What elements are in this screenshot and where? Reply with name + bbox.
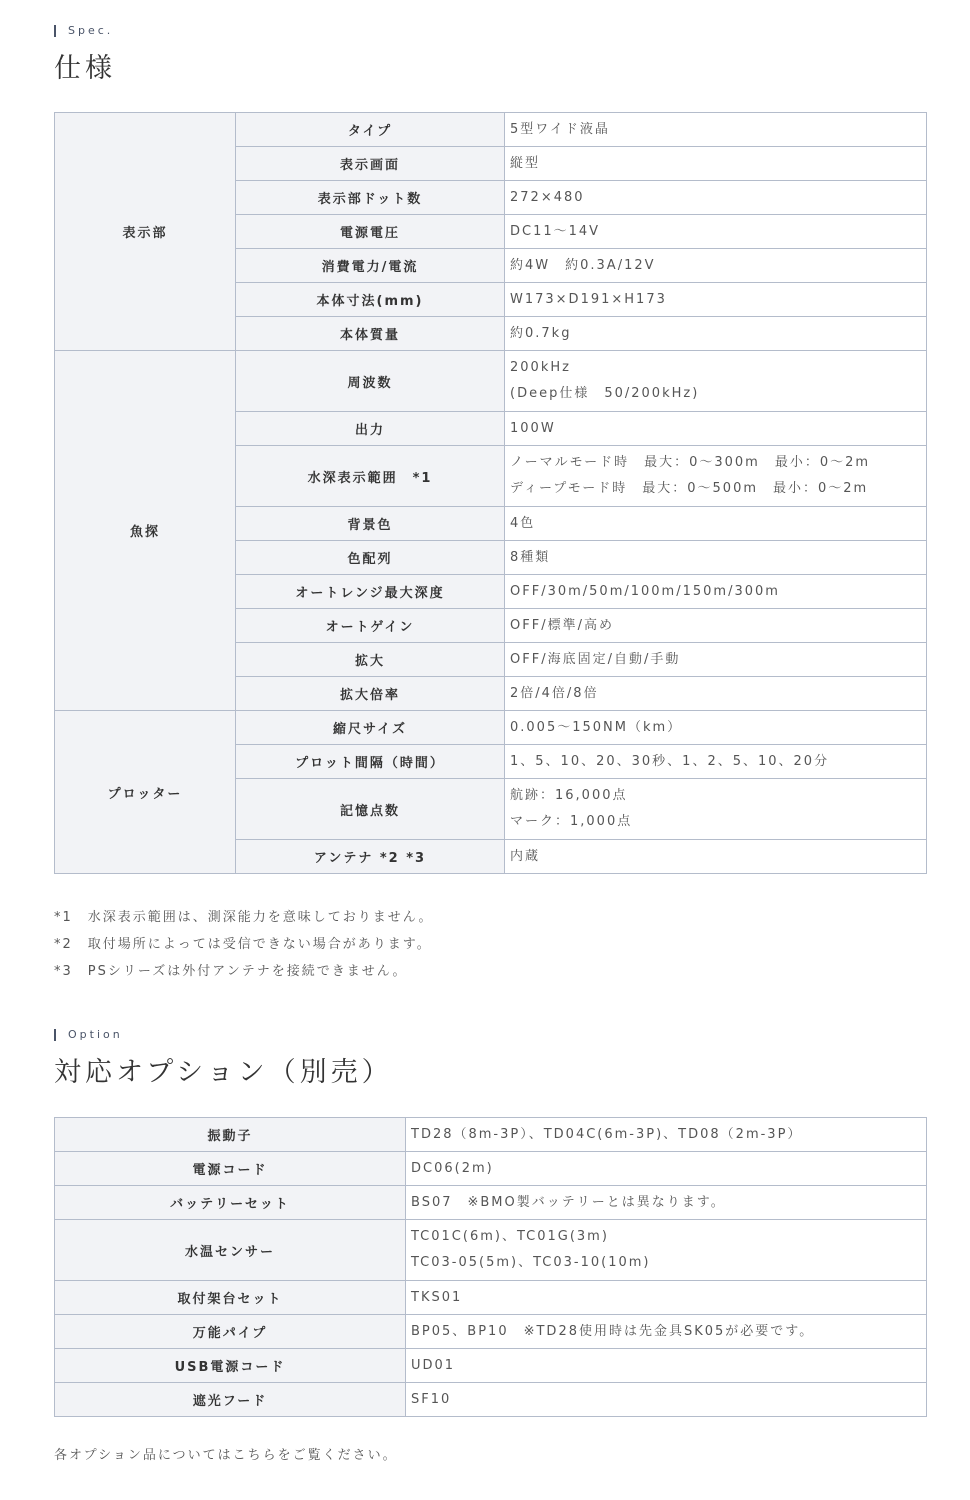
spec-value bbox=[406, 1220, 927, 1281]
spec-value bbox=[505, 779, 927, 840]
table-row bbox=[55, 1315, 927, 1349]
value-line: マーク：1,000点 bbox=[510, 814, 633, 829]
spec-value bbox=[505, 745, 927, 779]
table-row bbox=[55, 711, 927, 745]
value-line: TC03-05(5m)、TC03-10(10m) bbox=[411, 1255, 651, 1270]
spec-label: 記憶点数 bbox=[236, 779, 505, 840]
table-row bbox=[55, 1220, 927, 1281]
spec-label: オートレンジ最大深度 bbox=[236, 575, 505, 609]
value-line: 2倍/4倍/8倍 bbox=[510, 685, 599, 701]
value-line: DC11～14V bbox=[510, 223, 601, 239]
value-line: (Deep仕様 50/200kHz) bbox=[510, 386, 700, 401]
spec-label: 表示部ドット数 bbox=[236, 181, 505, 215]
value-line: 200kHz bbox=[510, 360, 571, 375]
spec-value bbox=[505, 249, 927, 283]
value-line: TC01C(6m)、TC01G(3m) bbox=[411, 1229, 609, 1244]
value-line: OFF/標準/高め bbox=[510, 617, 614, 633]
value-line: 5型ワイド液晶 bbox=[510, 121, 610, 137]
spec-value bbox=[505, 711, 927, 745]
spec-table bbox=[54, 112, 927, 874]
spec-label: 背景色 bbox=[236, 507, 505, 541]
spec-value bbox=[406, 1349, 927, 1383]
value-line: 1、5、10、20、30秒、1、2、5、10、20分 bbox=[510, 753, 830, 769]
note: *2 取付場所によっては受信できない場合があります。 bbox=[54, 937, 432, 952]
value-line: 内蔵 bbox=[510, 848, 541, 864]
option-label: 遮光フード bbox=[55, 1383, 406, 1417]
spec-label: 消費電力/電流 bbox=[236, 249, 505, 283]
option-label: 取付架台セット bbox=[55, 1281, 406, 1315]
spec-eyebrow: Spec. bbox=[54, 25, 113, 37]
value-line: BP05、BP10 ※TD28使用時は先金具SK05が必要です。 bbox=[411, 1323, 815, 1339]
spec-value bbox=[505, 643, 927, 677]
spec-value bbox=[505, 840, 927, 874]
value-line: TD28（8m-3P）、TD04C(6m-3P)、TD08（2m-3P） bbox=[411, 1126, 803, 1142]
option-label: 水温センサー bbox=[55, 1220, 406, 1281]
spec-value bbox=[505, 609, 927, 643]
spec-value bbox=[406, 1383, 927, 1417]
note: *1 水深表示範囲は、測深能力を意味しておりません。 bbox=[54, 910, 434, 925]
spec-label: 拡大倍率 bbox=[236, 677, 505, 711]
spec-value bbox=[505, 575, 927, 609]
spec-value bbox=[505, 446, 927, 507]
option-label: 振動子 bbox=[55, 1118, 406, 1152]
value-line: 縦型 bbox=[510, 155, 541, 171]
value-line: OFF/海底固定/自動/手動 bbox=[510, 651, 681, 667]
spec-group-label: 魚探 bbox=[55, 351, 236, 711]
spec-value bbox=[505, 412, 927, 446]
spec-label: 電源電圧 bbox=[236, 215, 505, 249]
value-line: DC06(2m) bbox=[411, 1160, 494, 1176]
spec-title: 仕様 bbox=[54, 53, 116, 84]
spec-label: 表示画面 bbox=[236, 147, 505, 181]
spec-group-label: 表示部 bbox=[55, 113, 236, 351]
table-row bbox=[55, 1349, 927, 1383]
table-row bbox=[55, 1118, 927, 1152]
spec-label: オートゲイン bbox=[236, 609, 505, 643]
value-line: W173×D191×H173 bbox=[510, 291, 667, 307]
spec-label: 水深表示範囲 *1 bbox=[236, 446, 505, 507]
table-row bbox=[55, 1281, 927, 1315]
spec-label: 本体寸法(mm) bbox=[236, 283, 505, 317]
option-title: 対応オプション（別売） bbox=[54, 1057, 393, 1088]
spec-label: 周波数 bbox=[236, 351, 505, 412]
spec-value bbox=[406, 1281, 927, 1315]
spec-value bbox=[505, 351, 927, 412]
value-line: 約4W 約0.3A/12V bbox=[510, 257, 656, 273]
value-line: 100W bbox=[510, 420, 556, 436]
spec-value bbox=[505, 113, 927, 147]
table-row bbox=[55, 113, 927, 147]
value-line: 航跡：16,000点 bbox=[510, 788, 628, 803]
spec-notes bbox=[54, 904, 434, 985]
value-line: TKS01 bbox=[411, 1289, 463, 1305]
spec-value bbox=[505, 283, 927, 317]
option-table bbox=[54, 1117, 927, 1417]
spec-group-label: プロッター bbox=[55, 711, 236, 874]
value-line: OFF/30m/50m/100m/150m/300m bbox=[510, 583, 780, 599]
table-row bbox=[55, 1383, 927, 1417]
spec-label: 色配列 bbox=[236, 541, 505, 575]
table-row bbox=[55, 1152, 927, 1186]
value-line: UD01 bbox=[411, 1357, 456, 1373]
spec-label: 本体質量 bbox=[236, 317, 505, 351]
value-line: 4色 bbox=[510, 515, 536, 531]
option-eyebrow: Option bbox=[54, 1029, 123, 1041]
option-footer-link[interactable]: 各オプション品についてはこちらをご覧ください。 bbox=[54, 1448, 398, 1463]
spec-label: タイプ bbox=[236, 113, 505, 147]
option-label: 万能パイプ bbox=[55, 1315, 406, 1349]
spec-label: 縮尺サイズ bbox=[236, 711, 505, 745]
value-line: BS07 ※BMO製バッテリーとは異なります。 bbox=[411, 1194, 726, 1210]
spec-value bbox=[505, 317, 927, 351]
spec-value bbox=[406, 1118, 927, 1152]
spec-value bbox=[505, 181, 927, 215]
table-row bbox=[55, 1186, 927, 1220]
spec-value bbox=[505, 215, 927, 249]
option-label: 電源コード bbox=[55, 1152, 406, 1186]
spec-label: 出力 bbox=[236, 412, 505, 446]
value-line: 8種類 bbox=[510, 549, 551, 565]
value-line: 272×480 bbox=[510, 189, 585, 205]
spec-value bbox=[406, 1152, 927, 1186]
spec-value bbox=[505, 677, 927, 711]
value-line: ディープモード時 最大：0～500m 最小：0～2m bbox=[510, 481, 869, 496]
value-line: ノーマルモード時 最大：0～300m 最小：0～2m bbox=[510, 455, 871, 470]
spec-label: プロット間隔（時間） bbox=[236, 745, 505, 779]
spec-value bbox=[505, 507, 927, 541]
table-row bbox=[55, 351, 927, 412]
note: *3 PSシリーズは外付アンテナを接続できません。 bbox=[54, 964, 408, 979]
spec-value bbox=[505, 147, 927, 181]
option-label: バッテリーセット bbox=[55, 1186, 406, 1220]
spec-value bbox=[406, 1186, 927, 1220]
spec-value bbox=[406, 1315, 927, 1349]
spec-value bbox=[505, 541, 927, 575]
spec-label: 拡大 bbox=[236, 643, 505, 677]
value-line: 0.005～150NM（km） bbox=[510, 719, 683, 735]
spec-label: アンテナ *2 *3 bbox=[236, 840, 505, 874]
value-line: SF10 bbox=[411, 1391, 452, 1407]
option-label: USB電源コード bbox=[55, 1349, 406, 1383]
value-line: 約0.7kg bbox=[510, 325, 572, 341]
